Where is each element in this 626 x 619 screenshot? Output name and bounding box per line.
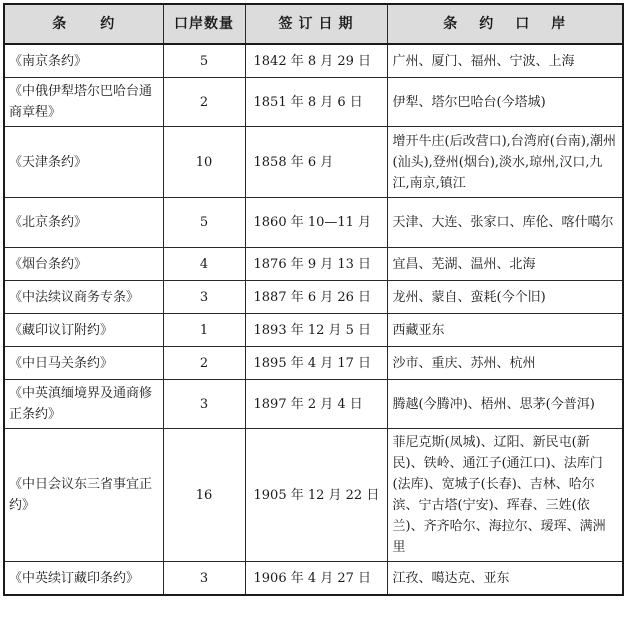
sign-date: 1858 年 6 月 — [245, 127, 387, 198]
header-ports: 条约口岸 — [387, 4, 623, 44]
sign-date: 1906 年 4 月 27 日 — [245, 562, 387, 596]
treaty-name: 《中英滇缅境界及通商修正条约》 — [4, 380, 163, 429]
table-row — [4, 127, 623, 198]
port-count: 2 — [163, 347, 245, 380]
table-row — [4, 562, 623, 596]
ports-list: 广州、厦门、福州、宁波、上海 — [387, 44, 623, 78]
treaty-name: 《中俄伊犁塔尔巴哈台通商章程》 — [4, 78, 163, 127]
table-row — [4, 248, 623, 281]
header-port-count: 口岸数量 — [163, 4, 245, 44]
table-row — [4, 380, 623, 429]
treaty-name: 《烟台条约》 — [4, 248, 163, 281]
sign-date: 1905 年 12 月 22 日 — [245, 429, 387, 562]
port-count: 3 — [163, 281, 245, 314]
sign-date: 1851 年 8 月 6 日 — [245, 78, 387, 127]
ports-list: 龙州、蒙自、蛮耗(今个旧) — [387, 281, 623, 314]
treaty-name: 《藏印议订附约》 — [4, 314, 163, 347]
port-count: 5 — [163, 44, 245, 78]
port-count: 3 — [163, 380, 245, 429]
sign-date: 1876 年 9 月 13 日 — [245, 248, 387, 281]
table-row — [4, 78, 623, 127]
ports-list: 菲尼克斯(凤城)、辽阳、新民屯(新民)、铁岭、通江子(通江口)、法库门(法库)、宽城子(长春)、吉林、哈尔滨、宁古塔(宁安)、珲春、三姓(依兰)、齐齐哈尔、海拉尔、瑷珲、满洲里 — [387, 429, 623, 562]
ports-list: 西藏亚东 — [387, 314, 623, 347]
table-row — [4, 429, 623, 562]
port-count: 3 — [163, 562, 245, 596]
port-count: 10 — [163, 127, 245, 198]
table-row — [4, 347, 623, 380]
port-count: 2 — [163, 78, 245, 127]
port-count: 1 — [163, 314, 245, 347]
ports-list: 增开牛庄(后改营口),台湾府(台南),潮州(汕头),登州(烟台),淡水,琼州,汉口,九江,南京,镇江 — [387, 127, 623, 198]
port-count: 16 — [163, 429, 245, 562]
sign-date: 1893 年 12 月 5 日 — [245, 314, 387, 347]
treaty-name: 《南京条约》 — [4, 44, 163, 78]
treaty-ports-table — [3, 3, 624, 596]
treaty-name: 《中法续议商务专条》 — [4, 281, 163, 314]
ports-list: 腾越(今腾冲)、梧州、思茅(今普洱) — [387, 380, 623, 429]
sign-date: 1895 年 4 月 17 日 — [245, 347, 387, 380]
sign-date: 1842 年 8 月 29 日 — [245, 44, 387, 78]
table-row — [4, 281, 623, 314]
header-sign-date: 签订日期 — [245, 4, 387, 44]
sign-date: 1860 年 10—11 月 — [245, 198, 387, 248]
ports-list: 宜昌、芜湖、温州、北海 — [387, 248, 623, 281]
ports-list: 天津、大连、张家口、库伦、喀什噶尔 — [387, 198, 623, 248]
table-row — [4, 314, 623, 347]
header-treaty: 条约 — [4, 4, 163, 44]
treaty-name: 《中英续订藏印条约》 — [4, 562, 163, 596]
table-row — [4, 44, 623, 78]
sign-date: 1887 年 6 月 26 日 — [245, 281, 387, 314]
ports-list: 伊犁、塔尔巴哈台(今塔城) — [387, 78, 623, 127]
ports-list: 江孜、噶达克、亚东 — [387, 562, 623, 596]
treaty-name: 《中日会议东三省事宜正约》 — [4, 429, 163, 562]
ports-list: 沙市、重庆、苏州、杭州 — [387, 347, 623, 380]
treaty-name: 《中日马关条约》 — [4, 347, 163, 380]
port-count: 4 — [163, 248, 245, 281]
table-container — [3, 3, 622, 596]
treaty-name: 《天津条约》 — [4, 127, 163, 198]
treaty-name: 《北京条约》 — [4, 198, 163, 248]
header-row — [4, 4, 623, 44]
port-count: 5 — [163, 198, 245, 248]
table-row — [4, 198, 623, 248]
sign-date: 1897 年 2 月 4 日 — [245, 380, 387, 429]
